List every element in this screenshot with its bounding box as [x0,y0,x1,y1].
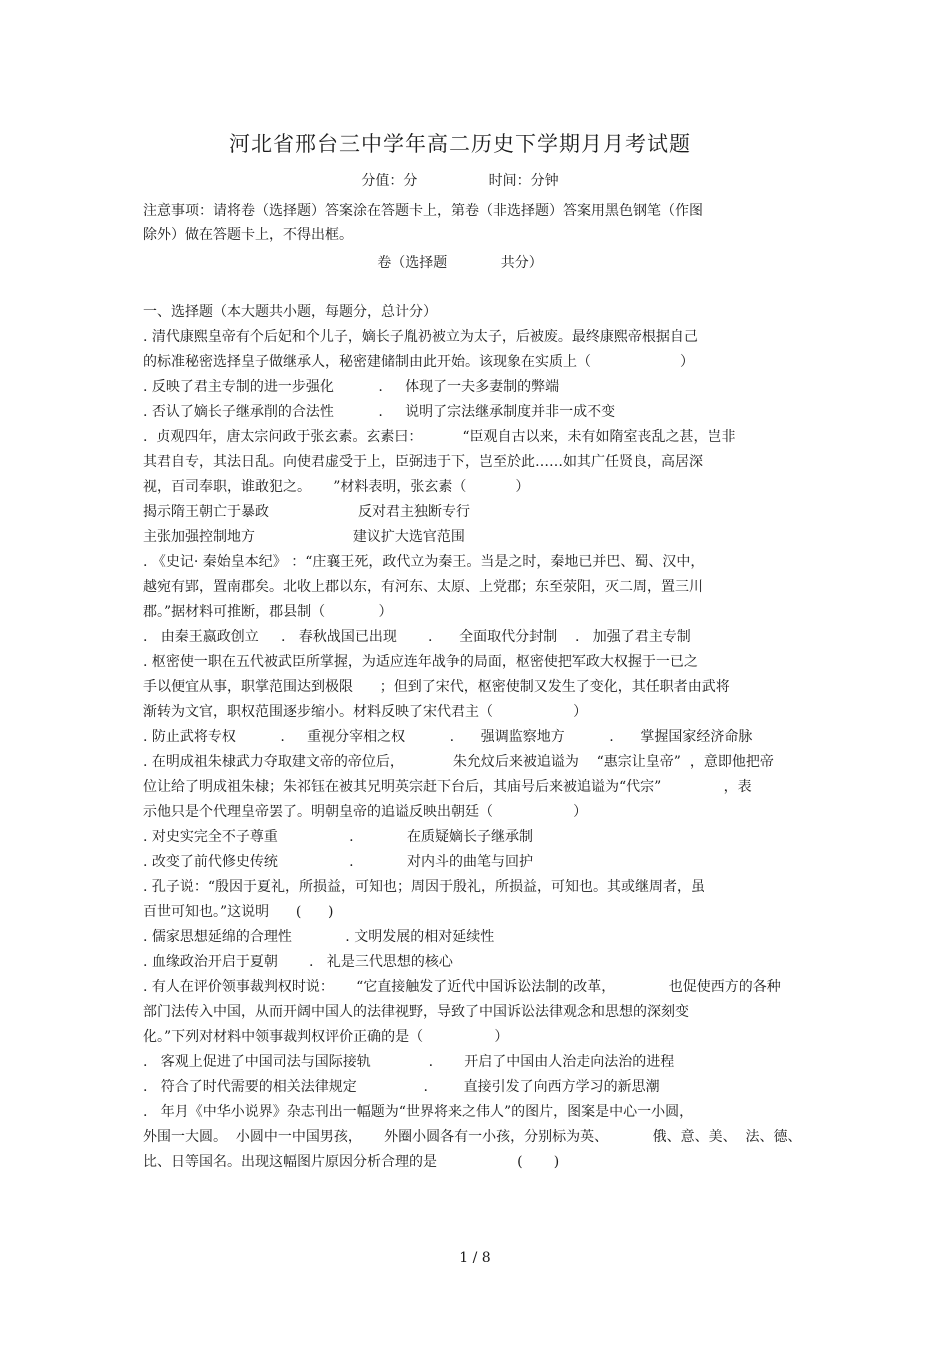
text-line: . 清代康熙皇帝有个后妃和个儿子，嫡长子胤礽被立为太子，后被废。最终康熙帝根据自己 [143,329,698,345]
text-line: 百世可知也。”这说明 ( ) [143,904,334,920]
text-line: . 枢密使一职在五代被武臣所掌握，为适应连年战争的局面，枢密使把军政大权握于一已之 [143,654,698,670]
notice-line-1: 注意事项：请将卷（选择题）答案涂在答题卡上，第卷（非选择题）答案用黑色钢笔（作图 [143,203,703,219]
text-line: 部门法传入中国，从而开阔中国人的法律视野，导致了中国诉讼法律观念和思想的深刻变 [143,1004,689,1020]
text-line: . 防止武将专权 . 重视分宰相之权 . 强调监察地方 . 掌握国家经济命脉 [143,729,753,745]
text-line: . 客观上促进了中国司法与国际接轨 . 开启了中国由人治走向法治的进程 [143,1054,675,1070]
text-line: . 年月《中华小说界》杂志刊出一幅题为“世界将来之伟人”的图片，图案是中心一小圆， [143,1104,694,1120]
text-line: . 孔子说：“殷因于夏礼，所损益，可知也；周因于殷礼，所损益，可知也。其或继周者，虽 [143,879,706,895]
text-line: 一、选择题（本大题共小题，每题分，总计分） [143,304,437,320]
text-line: . 在明成祖朱棣武力夺取建文帝的帝位后， 朱允炆后来被追谥为 “惠宗让皇帝” ，意即他把帝 [143,754,774,770]
text-line: 其君自专，其法日乱。向使君虚受于上，臣弼违于下，岂至於此……如其广任贤良，高居深 [143,454,703,470]
text-line: . 儒家思想延绵的合理性 . 文明发展的相对延续性 [143,929,495,945]
text-line: 越宛有郢，置南郡矣。北收上郡以东，有河东、太原、上党郡；东至荥阳，灭二周，置三川 [143,579,703,595]
text-line: . 由秦王嬴政创立 . 春秋战国已出现 . 全面取代分封制 . 加强了君主专制 [143,629,691,645]
text-line: . 《史记· 秦始皇本纪》 ：“庄襄王死，政代立为秦王。当是之时，秦地已并巴、蜀、汉中， [143,554,705,570]
text-line: 外围一大圆。 小圆中一中国男孩， 外圈小圆各有一小孩，分别标为英、 俄、意、美、 法、德、 [143,1129,802,1145]
text-line: . 否认了嫡长子继承削的合法性 . 说明了宗法继承制度并非一成不变 [143,404,616,420]
text-line: . 有人在评价领事裁判权时说： “它直接触发了近代中国诉讼法制的改革， 也促使西方的各种 [143,979,781,995]
page-title: 河北省邢台三中学年高二历史下学期月月考试题 [229,132,691,156]
text-line: 揭示隋王朝亡于暴政 反对君主独断专行 [143,504,471,520]
text-line: 位让给了明成祖朱棣；朱祁钰在被其兄明英宗赶下台后，其庙号后来被追谥为“代宗” ，表 [143,779,752,795]
text-line: . 贞观四年，唐太宗问政于张玄素。玄素曰： “臣观自古以来，未有如隋室丧乱之甚，岂非 [143,429,736,445]
text-line: 比、日等国名。出现这幅图片原因分析合理的是 ( ) [143,1154,560,1170]
text-line: . 对史实完全不子尊重 . 在质疑嫡长子继承制 [143,829,533,845]
text-line: 示他只是个代理皇帝罢了。明朝皇帝的追谥反映出朝廷（ ） [143,804,588,820]
text-line: 化。”下列对材料中领事裁判权评价正确的是（ ） [143,1029,509,1045]
text-line: . 改变了前代修史传统 . 对内斗的曲笔与回护 [143,854,533,870]
text-line: . 血缘政治开启于夏朝 . 礼是三代思想的核心 [143,954,453,970]
text-line: 手以便宜从事，职掌范围达到极限 ；但到了宋代，枢密使制又发生了变化，其任职者由武将 [143,679,730,695]
text-line: . 反映了君主专制的进一步强化 . 体现了一夫多妻制的弊端 [143,379,560,395]
text-line: 的标准秘密选择皇子做继承人，秘密建储制由此开始。该现象在实质上（ ） [143,354,695,370]
text-line: . 符合了时代需要的相关法律规定 . 直接引发了向西方学习的新思潮 [143,1079,660,1095]
text-line: 渐转为文官，职权范围逐步缩小。材料反映了宋代君主（ ） [143,704,588,720]
notice-line-2: 除外）做在答题卡上，不得出框。 [143,227,353,243]
text-line: 郡。”据材料可推断，郡县制（ ） [143,604,393,620]
score-time-line: 分值：分 时间：分钟 [361,173,559,189]
text-line: 视，百司奉职，谁敢犯之。 ”材料表明，张玄素（ ） [143,479,530,495]
section-title: 卷（选择题 共分） [377,255,543,271]
page-number: 1 / 8 [459,1250,491,1266]
text-line: 主张加强控制地方 建议扩大选官范围 [143,529,465,545]
